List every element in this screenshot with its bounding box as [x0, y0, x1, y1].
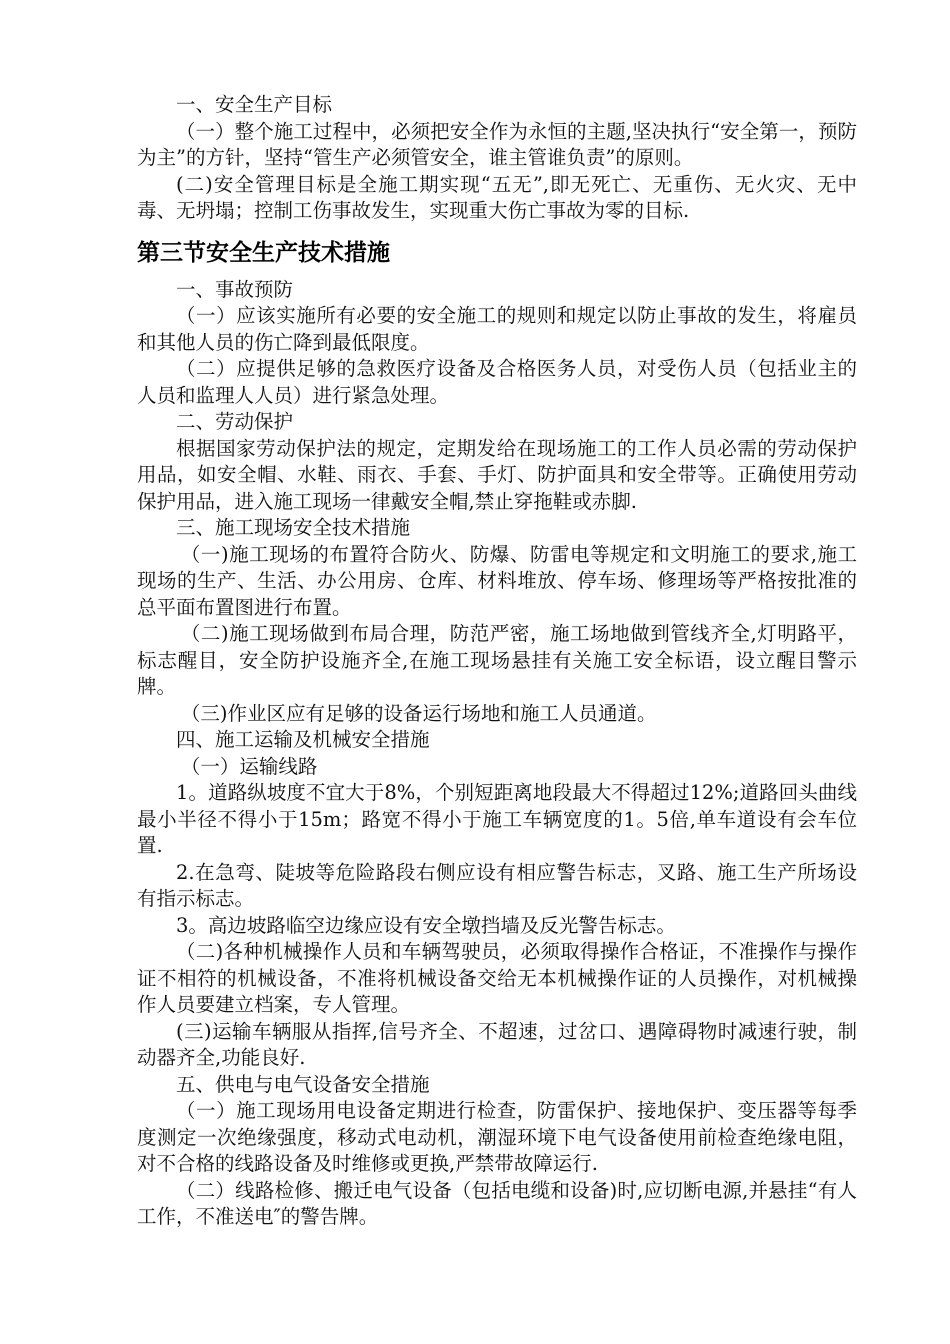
paragraph: （一）整个施工过程中，必须把安全作为永恒的主题,坚决执行“安全第一，预防为主”的方针，坚持“管生产必须管安全，谁主管谁负责”的原则。: [137, 119, 857, 169]
paragraph: （一)施工现场的布置符合防火、防爆、防雷电等规定和文明施工的要求,施工现场的生产、生活、办公用房、仓库、材料堆放、停车场、修理场等严格按批准的总平面布置图进行布置。: [137, 542, 857, 619]
paragraph: （一）应该实施所有必要的安全施工的规则和规定以防止事故的发生，将雇员和其他人员的伤亡降到最低限度。: [137, 304, 857, 354]
paragraph: 2.在急弯、陡坡等危险路段右侧应设有相应警告标志，叉路、施工生产所场设有指示标志。: [137, 860, 857, 910]
subheading-transport-route: （一）运输线路: [180, 754, 318, 778]
paragraph: （二）线路检修、搬迁电气设备（包括电缆和设备)时,应切断电源,并悬挂“有人工作，不准送电″的警告牌。: [137, 1178, 857, 1228]
paragraph: （二)施工现场做到布局合理，防范严密，施工场地做到管线齐全,灯明路平，标志醒目，安全防护设施齐全,在施工现场悬挂有关施工安全标语，设立醒目警示牌。: [137, 622, 857, 698]
subheading-safety-goal: 一、安全生产目标: [176, 93, 333, 116]
paragraph: (三)运输车辆服从指挥,信号齐全、不超速，过岔口、遇障碍物时减速行驶，制动器齐全,功能良好.: [137, 1019, 857, 1069]
document-body: [137, 92, 857, 1231]
paragraph: (二)安全管理目标是全施工期实现“五无”,即无死亡、无重伤、无火灾、无中毒、无坍塌；控制工伤事故发生，实现重大伤亡事故为零的目标.: [137, 172, 857, 222]
paragraph: （三)作业区应有足够的设备运行场地和施工人员通道。: [180, 701, 657, 725]
subheading-transport-machinery: 四、施工运输及机械安全措施: [176, 728, 430, 751]
paragraph: （二）应提供足够的急救医疗设备及合格医务人员，对受伤人员（包括业主的人员和监理人人员）进行紧急处理。: [137, 357, 857, 407]
paragraph: 3。高边坡路临空边缘应设有安全墩挡墙及反光警告标志。: [176, 913, 676, 937]
subheading-accident-prevention: 一、事故预防: [176, 277, 294, 301]
subheading-labor-protection: 二、劳动保护: [176, 410, 294, 433]
subheading-power-electrical: 五、供电与电气设备安全措施: [176, 1072, 430, 1096]
paragraph: 根据国家劳动保护法的规定，定期发给在现场施工的工作人员必需的劳动保护用品，如安全帽、水鞋、雨衣、手套、手灯、防护面具和安全带等。正确使用劳动保护用品，进入施工现场一律戴安全帽,禁止穿拖鞋或赤脚.: [137, 436, 857, 513]
paragraph: （一）施工现场用电设备定期进行检查，防雷保护、接地保护、变压器等每季度测定一次绝缘强度，移动式电动机，潮湿环境下电气设备使用前检查绝缘电阻，对不合格的线路设备及时维修或更换,严禁带故障运行.: [137, 1099, 857, 1175]
paragraph: （二)各种机械操作人员和车辆驾驶员，必须取得操作合格证，不准操作与操作证不相符的机械设备，不准将机械设备交给无本机械操作证的人员操作，对机械操作人员要建立档案，专人管理。: [137, 940, 857, 1016]
section-heading: 第三节安全生产技术措施: [137, 239, 390, 266]
paragraph: 1。道路纵坡度不宜大于8%，个别短距离地段最大不得超过12%;道路回头曲线最小半径不得小于15m；路宽不得小于施工车辆宽度的1。5倍,单车道设有会车位置.: [137, 781, 857, 857]
subheading-site-safety: 三、施工现场安全技术措施: [176, 516, 411, 539]
